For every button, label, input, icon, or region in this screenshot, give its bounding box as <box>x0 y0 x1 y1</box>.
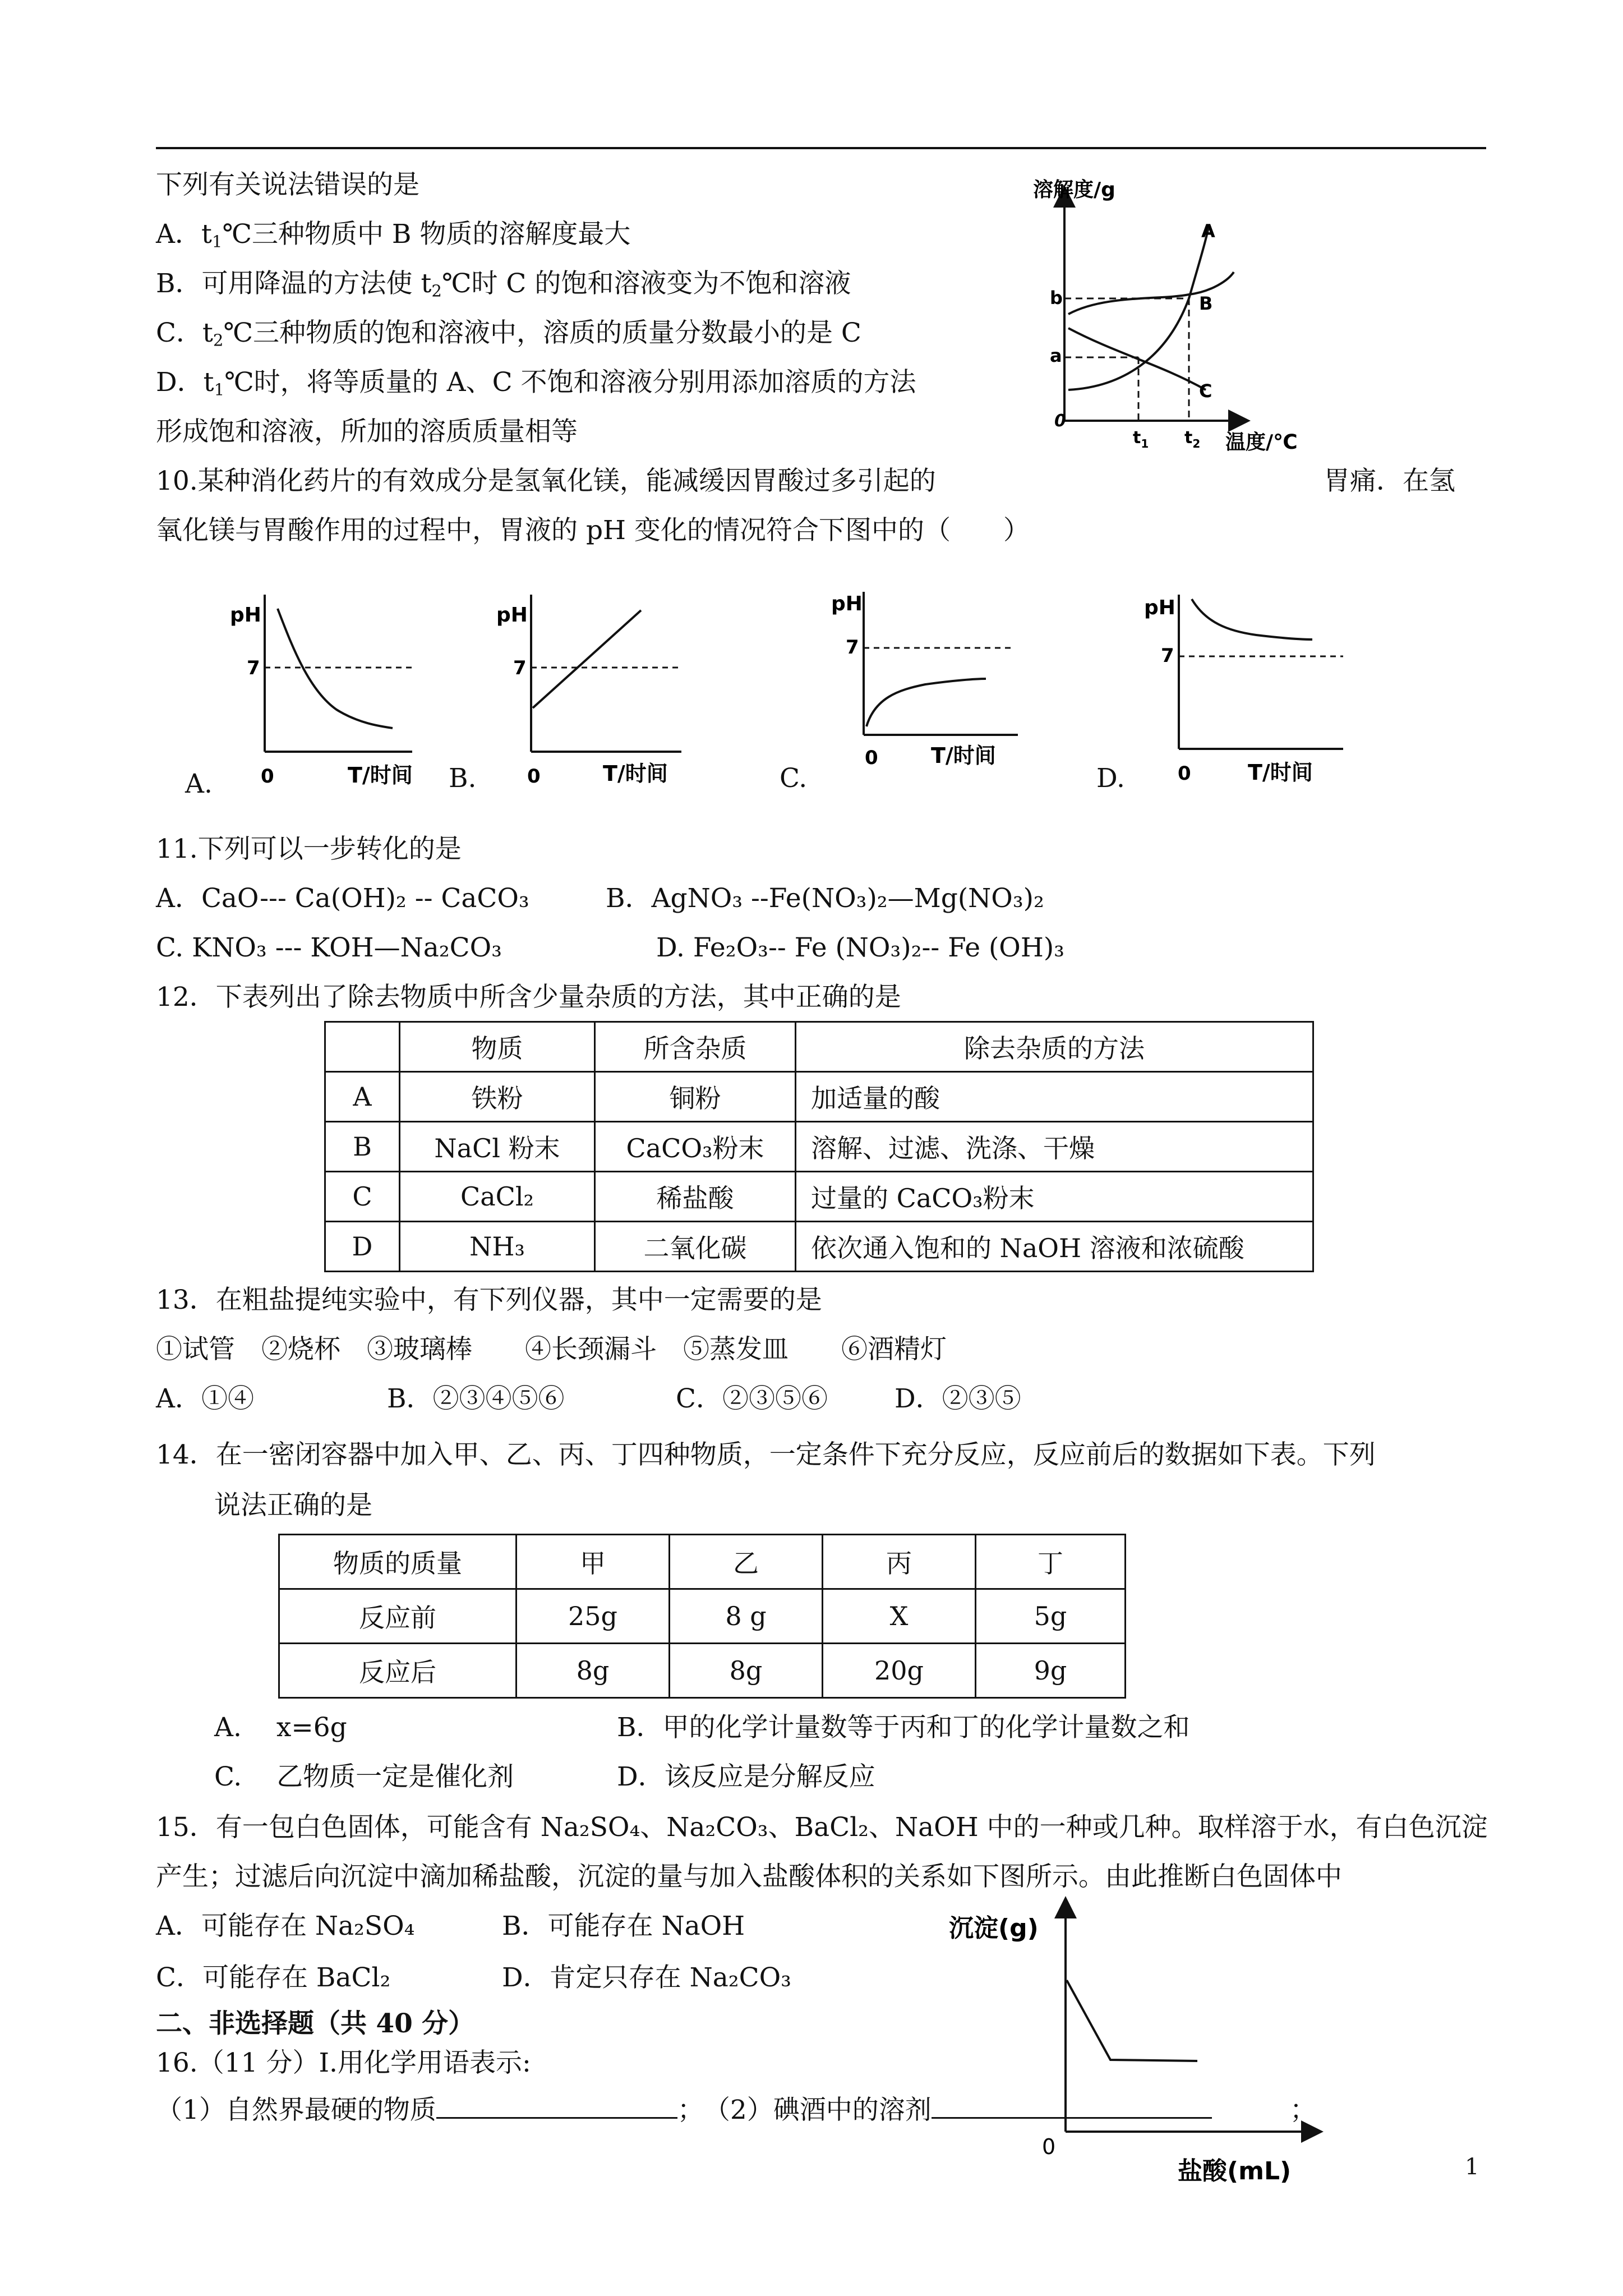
ph-line <box>533 610 641 708</box>
q14-option-c: C. 乙物质一定是催化剂 <box>214 1761 514 1792</box>
table-header-cell: 物质的质量 <box>279 1535 517 1589</box>
b-label: b <box>1050 287 1063 309</box>
y-axis-label: 沉淀(g) <box>949 1914 1039 1943</box>
table-cell: 9g <box>976 1644 1126 1698</box>
table-cell: 铁粉 <box>400 1072 595 1122</box>
origin-label: 0 <box>527 765 541 788</box>
curve-c-label: C <box>1199 380 1212 402</box>
table-header-row <box>279 1535 1126 1589</box>
table-cell: C <box>325 1172 400 1222</box>
q16-part1-label: （1）自然界最硬的物质 <box>156 2095 436 2125</box>
table-cell: 加适量的酸 <box>796 1072 1313 1122</box>
table-header-cell: 除去杂质的方法 <box>796 1022 1313 1072</box>
q15-option-b: B．可能存在 NaOH <box>502 1911 745 1941</box>
table-row <box>279 1589 1126 1644</box>
table-cell: 溶解、过滤、洗涤、干燥 <box>796 1122 1313 1172</box>
q10-line1a: 10.某种消化药片的有效成分是氢氧化镁，能减缓因胃酸过多引起的 <box>156 466 936 496</box>
q15-option-d: D．肯定只存在 Na₂CO₃ <box>502 1962 791 1993</box>
table-cell: 稀盐酸 <box>595 1172 796 1222</box>
ph-label: pH <box>831 592 863 615</box>
table-cell: NaCl 粉末 <box>400 1122 595 1172</box>
table-cell: 依次通入饱和的 NaOH 溶液和浓硫酸 <box>796 1222 1313 1272</box>
t2-label: $t_2$ <box>1184 428 1201 450</box>
table-row <box>325 1222 1313 1272</box>
q15-line2: 产生；过滤后向沉淀中滴加稀盐酸，沉淀的量与加入盐酸体积的关系如下图所示。由此推断白色固体中 <box>156 1861 1342 1892</box>
answer-blank-2[interactable] <box>932 2095 1212 2119</box>
origin-label: 0 <box>1178 762 1191 785</box>
table-cell: A <box>325 1072 400 1122</box>
q16-separator: ； <box>677 2095 691 2125</box>
q13-stem: 13．在粗盐提纯实验中，有下列仪器，其中一定需要的是 <box>156 1285 822 1315</box>
table-header-cell: 物质 <box>400 1022 595 1072</box>
t1-label: $t_1$ <box>1133 428 1149 450</box>
seven-label: 7 <box>1161 645 1174 667</box>
table-cell: 8g <box>517 1644 670 1698</box>
ph-graph-d <box>1133 583 1357 797</box>
table-row <box>325 1172 1313 1222</box>
q14-stem-line1: 14．在一密闭容器中加入甲、乙、丙、丁四种物质，一定条件下充分反应，反应前后的数据如下表。下列 <box>156 1439 1376 1470</box>
ph-curve <box>278 609 393 728</box>
q14-table <box>278 1534 1126 1699</box>
curve-a-label: A <box>1201 220 1215 242</box>
seven-label: 7 <box>513 657 527 679</box>
q10-line2: 氧化镁与胃酸作用的过程中，胃液的 pH 变化的情况符合下图中的（ ） <box>156 515 1030 546</box>
precipitate-graph <box>942 1896 1324 2188</box>
table-cell: D <box>325 1222 400 1272</box>
table-cell: 8g <box>670 1644 823 1698</box>
q11-option-c: C. KNO₃ --- KOH—Na₂CO₃ <box>156 932 502 963</box>
origin-label: 0 <box>865 747 878 769</box>
q12-stem: 12．下表列出了除去物质中所含少量杂质的方法，其中正确的是 <box>156 982 901 1013</box>
ph-graph-a <box>224 583 426 797</box>
q13-option-d: D．②③⑤ <box>895 1383 1021 1414</box>
x-axis-label: 盐酸(mL) <box>1178 2157 1292 2185</box>
q16-end-mark: ； <box>1290 2095 1316 2125</box>
q9-option-c: C．$t_2℃$三种物质的饱和溶液中，溶质的质量分数最小的是 C <box>156 318 861 350</box>
table-cell: 二氧化碳 <box>595 1222 796 1272</box>
table-header-cell <box>325 1022 400 1072</box>
table-cell: 反应后 <box>279 1644 517 1698</box>
time-label: T/时间 <box>348 763 413 788</box>
q11-option-d: D. Fe₂O₃-- Fe (NO₃)₂-- Fe (OH)₃ <box>656 932 1064 963</box>
ph-label: pH <box>496 604 528 627</box>
q11-option-a: A．CaO--- Ca(OH)₂ -- CaCO₃ <box>156 883 529 914</box>
page-number: 1 <box>1465 2154 1479 2180</box>
q16-part1 <box>156 2095 1212 2126</box>
q10-option-d-label: D. <box>1096 763 1125 794</box>
table-cell: 5g <box>976 1589 1126 1644</box>
origin-label: 0 <box>1042 2134 1056 2159</box>
q9-option-d: D．$t_1℃$时，将等质量的 A、C 不饱和溶液分别用添加溶质的方法 <box>156 367 916 399</box>
q11-stem: 11.下列可以一步转化的是 <box>156 834 462 864</box>
q15-option-a: A．可能存在 Na₂SO₄ <box>156 1911 415 1941</box>
a-label: a <box>1050 345 1062 366</box>
ph-label: pH <box>1144 596 1175 619</box>
q14-option-b: B．甲的化学计量数等于丙和丁的化学计量数之和 <box>617 1712 1190 1743</box>
q14-option-a: A. x=6g <box>214 1712 347 1743</box>
table-cell: NH₃ <box>400 1222 595 1272</box>
time-label: T/时间 <box>1248 760 1313 785</box>
table-cell: 铜粉 <box>595 1072 796 1122</box>
table-row <box>325 1072 1313 1122</box>
answer-blank-1[interactable] <box>436 2095 677 2119</box>
table-cell: CaCl₂ <box>400 1172 595 1222</box>
q9-option-a: A．$t_1℃$三种物质中 B 物质的溶解度最大 <box>156 219 631 251</box>
table-cell: 反应前 <box>279 1589 517 1644</box>
q14-option-d: D．该反应是分解反应 <box>617 1761 875 1792</box>
seven-label: 7 <box>247 657 260 679</box>
q13-option-c: C．②③⑤⑥ <box>676 1383 828 1414</box>
precipitate-line <box>1067 1980 1197 2061</box>
table-cell: B <box>325 1122 400 1172</box>
curve-b-label: B <box>1199 293 1213 314</box>
table-cell: X <box>823 1589 976 1644</box>
time-label: T/时间 <box>931 743 996 768</box>
ph-curve <box>866 679 986 726</box>
q13-items: ①试管 ②烧杯 ③玻璃棒 ④长颈漏斗 ⑤蒸发皿 ⑥酒精灯 <box>156 1334 947 1365</box>
q10-option-a-label: A. <box>185 769 213 799</box>
q9-option-d-cont: 形成饱和溶液，所加的溶质质量相等 <box>156 416 578 447</box>
q15-line1: 15．有一包白色固体，可能含有 Na₂SO₄、Na₂CO₃、BaCl₂、NaOH 中的一种或几种。取样溶于水，有白色沉淀 <box>156 1812 1488 1843</box>
curve-a <box>1068 227 1209 390</box>
table-cell: 过量的 CaCO₃粉末 <box>796 1172 1313 1222</box>
section-2-title: 二、非选择题（共 40 分） <box>156 2008 475 2039</box>
table-header-cell: 丁 <box>976 1535 1126 1589</box>
table-cell: 25g <box>517 1589 670 1644</box>
time-label: T/时间 <box>603 761 668 786</box>
table-cell: CaCO₃粉末 <box>595 1122 796 1172</box>
y-axis-label: 溶解度/g <box>1033 178 1115 201</box>
header-rule <box>156 147 1486 149</box>
q13-option-a: A．①④ <box>156 1383 254 1414</box>
table-header-cell: 乙 <box>670 1535 823 1589</box>
q12-table <box>324 1021 1314 1272</box>
q9-stem: 下列有关说法错误的是 <box>156 169 419 200</box>
ph-graph-b <box>491 583 698 797</box>
origin-label: 0 <box>1054 411 1066 431</box>
q16-stem: 16.（11 分）Ⅰ.用化学用语表示: <box>156 2047 531 2078</box>
q14-stem-line2: 说法正确的是 <box>214 1490 372 1521</box>
q16-part2-label: （2）碘酒中的溶剂 <box>717 2095 932 2125</box>
q10-line1b: 胃痛．在氢 <box>1324 466 1455 496</box>
solubility-graph <box>1021 178 1298 460</box>
origin-label: 0 <box>261 765 274 788</box>
table-header-cell: 所含杂质 <box>595 1022 796 1072</box>
table-row <box>279 1644 1126 1698</box>
q11-option-b: B．AgNO₃ --Fe(NO₃)₂—Mg(NO₃)₂ <box>606 883 1044 914</box>
ph-curve <box>1192 599 1312 639</box>
curve-c <box>1068 328 1206 390</box>
x-axis-label: 温度/℃ <box>1225 431 1298 454</box>
q9-option-b: B．可用降温的方法使 $t_2℃$时 C 的饱和溶液变为不饱和溶液 <box>156 268 851 301</box>
table-header-row <box>325 1022 1313 1072</box>
q13-option-b: B．②③④⑤⑥ <box>387 1383 565 1414</box>
q15-option-c: C．可能存在 BaCl₂ <box>156 1962 391 1993</box>
q10-option-b-label: B. <box>449 763 477 794</box>
table-row <box>325 1122 1313 1172</box>
ph-label: pH <box>230 604 261 627</box>
table-header-cell: 甲 <box>517 1535 670 1589</box>
q10-option-c-label: C. <box>780 763 808 794</box>
ph-graph-c <box>819 578 1032 785</box>
table-cell: 20g <box>823 1644 976 1698</box>
table-cell: 8 g <box>670 1589 823 1644</box>
table-header-cell: 丙 <box>823 1535 976 1589</box>
seven-label: 7 <box>846 636 859 659</box>
